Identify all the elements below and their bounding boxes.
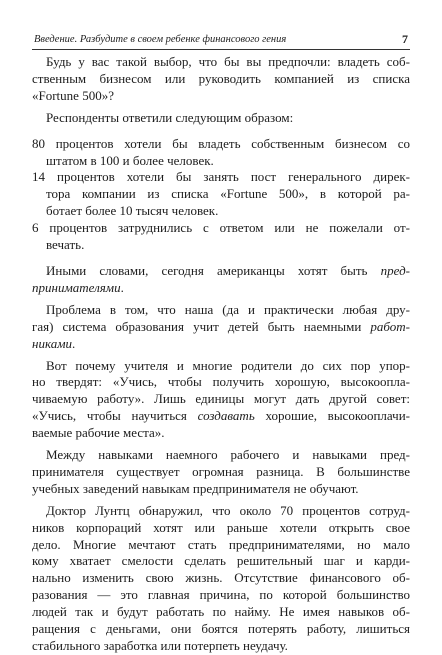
paragraph-question xyxy=(32,54,410,105)
text-line: Между навыками наемного рабочего и навыками пред- xyxy=(46,447,410,463)
emphasis-text: пред- xyxy=(380,262,410,278)
paragraph-skills-gap xyxy=(32,447,410,498)
answer-list-item xyxy=(32,169,410,220)
text-line: «Fortune 500»? xyxy=(32,87,114,103)
emphasis-text: создавать xyxy=(197,408,255,424)
text-line: 80 процентов хотели бы владеть собственным бизнесом со xyxy=(32,135,410,151)
running-header xyxy=(32,32,410,48)
emphasis-text: работ- xyxy=(370,318,410,334)
text-line: Проблема в том, что наша (да и практически любая дру- xyxy=(46,301,410,317)
text-line: чиваемую работу». Лишь единицы могут дать другой совет: xyxy=(32,391,410,407)
emphasis-text: никами xyxy=(32,335,73,351)
text-line: вечать. xyxy=(46,237,85,253)
page-number: 7 xyxy=(402,32,408,46)
answer-list-item xyxy=(32,220,410,254)
paragraph-answers-intro xyxy=(32,110,410,127)
text-line: нально изменить свою жизнь. Отсутствие финансового об- xyxy=(32,570,410,586)
text-line: учебных заведений навыкам предпринимателя не обучают. xyxy=(32,480,359,496)
header-rule xyxy=(32,49,410,50)
text-run: Иными словами, сегодня американцы хотят быть xyxy=(46,262,381,278)
page-body xyxy=(32,54,410,655)
answer-list-item xyxy=(32,136,410,170)
text-line: ников корпораций хотят или раньше хотели открыть свое xyxy=(32,519,410,535)
text-line: Доктор Лунтц обнаружил, что около 70 процентов сотруд- xyxy=(46,502,410,518)
text-line: штатом в 100 и более человек. xyxy=(46,152,214,168)
text-run: гая) система образования учит детей быть наемными xyxy=(32,318,371,334)
text-line: Респонденты ответили следующим образом: xyxy=(46,109,294,125)
text-line: дело. Многие мечтают стать предпринимателями, но мало xyxy=(32,536,410,552)
paragraph-entrepreneurs: Иными словами, сегодня американцы хотят быть пред- принимателями. xyxy=(32,262,410,295)
text-line: ращения с деньгами, они боятся потерять работу, лишиться xyxy=(32,621,410,637)
text-line: 6 процентов затруднились с ответом или не пожелали от- xyxy=(32,220,410,236)
text-line: Вот почему учителя и многие родители до сих пор упор- xyxy=(46,357,410,373)
text-line: стабильного заработка или потерпеть неудачу. xyxy=(32,638,288,653)
running-title: Введение. Разбудите в своем ребенке финансового гения xyxy=(34,34,287,45)
text-line: но твердят: «Учись, чтобы получить хорошую, высокоопла- xyxy=(32,374,410,390)
paragraph-teachers: Вот почему учителя и многие родители до сих пор упор- но твердят: «Учись, чтобы получить хорошую, высокоопла- чиваемую работу». Лишь единицы могут дать другой совет: «Учись, чтобы научиться создавать хорошие, высокооплачи- ваемые рабочие места». xyxy=(32,357,410,441)
emphasis-text: принимателями xyxy=(32,279,121,295)
text-line: принимателя существует огромная разница. В большинстве xyxy=(32,463,410,479)
text-line: кому хватает смелости сделать решительный шаг и карди- xyxy=(32,553,410,569)
text-line: Будь у вас такой выбор, что бы вы предпочли: владеть соб- xyxy=(46,54,410,69)
paragraph-problem: Проблема в том, что наша (да и практически любая дру- гая) система образования учит детей быть наемными работ- никами. xyxy=(32,301,410,351)
text-line: людей так и будут работать по найму. Не имея навыков об- xyxy=(32,604,410,620)
text-line: 14 процентов хотели бы занять пост генерального дирек- xyxy=(32,169,410,185)
text-line: тора компании из списка «Fortune 500», в которой ра- xyxy=(46,186,410,202)
text-line: ственным бизнесом или руководить компанией из списка xyxy=(32,70,410,86)
text-line: разования — это главная причина, по которой большинство xyxy=(32,587,410,603)
text-line: ботает более 10 тысяч человек. xyxy=(46,203,219,219)
text-line: ваемые рабочие места». xyxy=(32,425,165,441)
paragraph-luntz xyxy=(32,503,410,655)
